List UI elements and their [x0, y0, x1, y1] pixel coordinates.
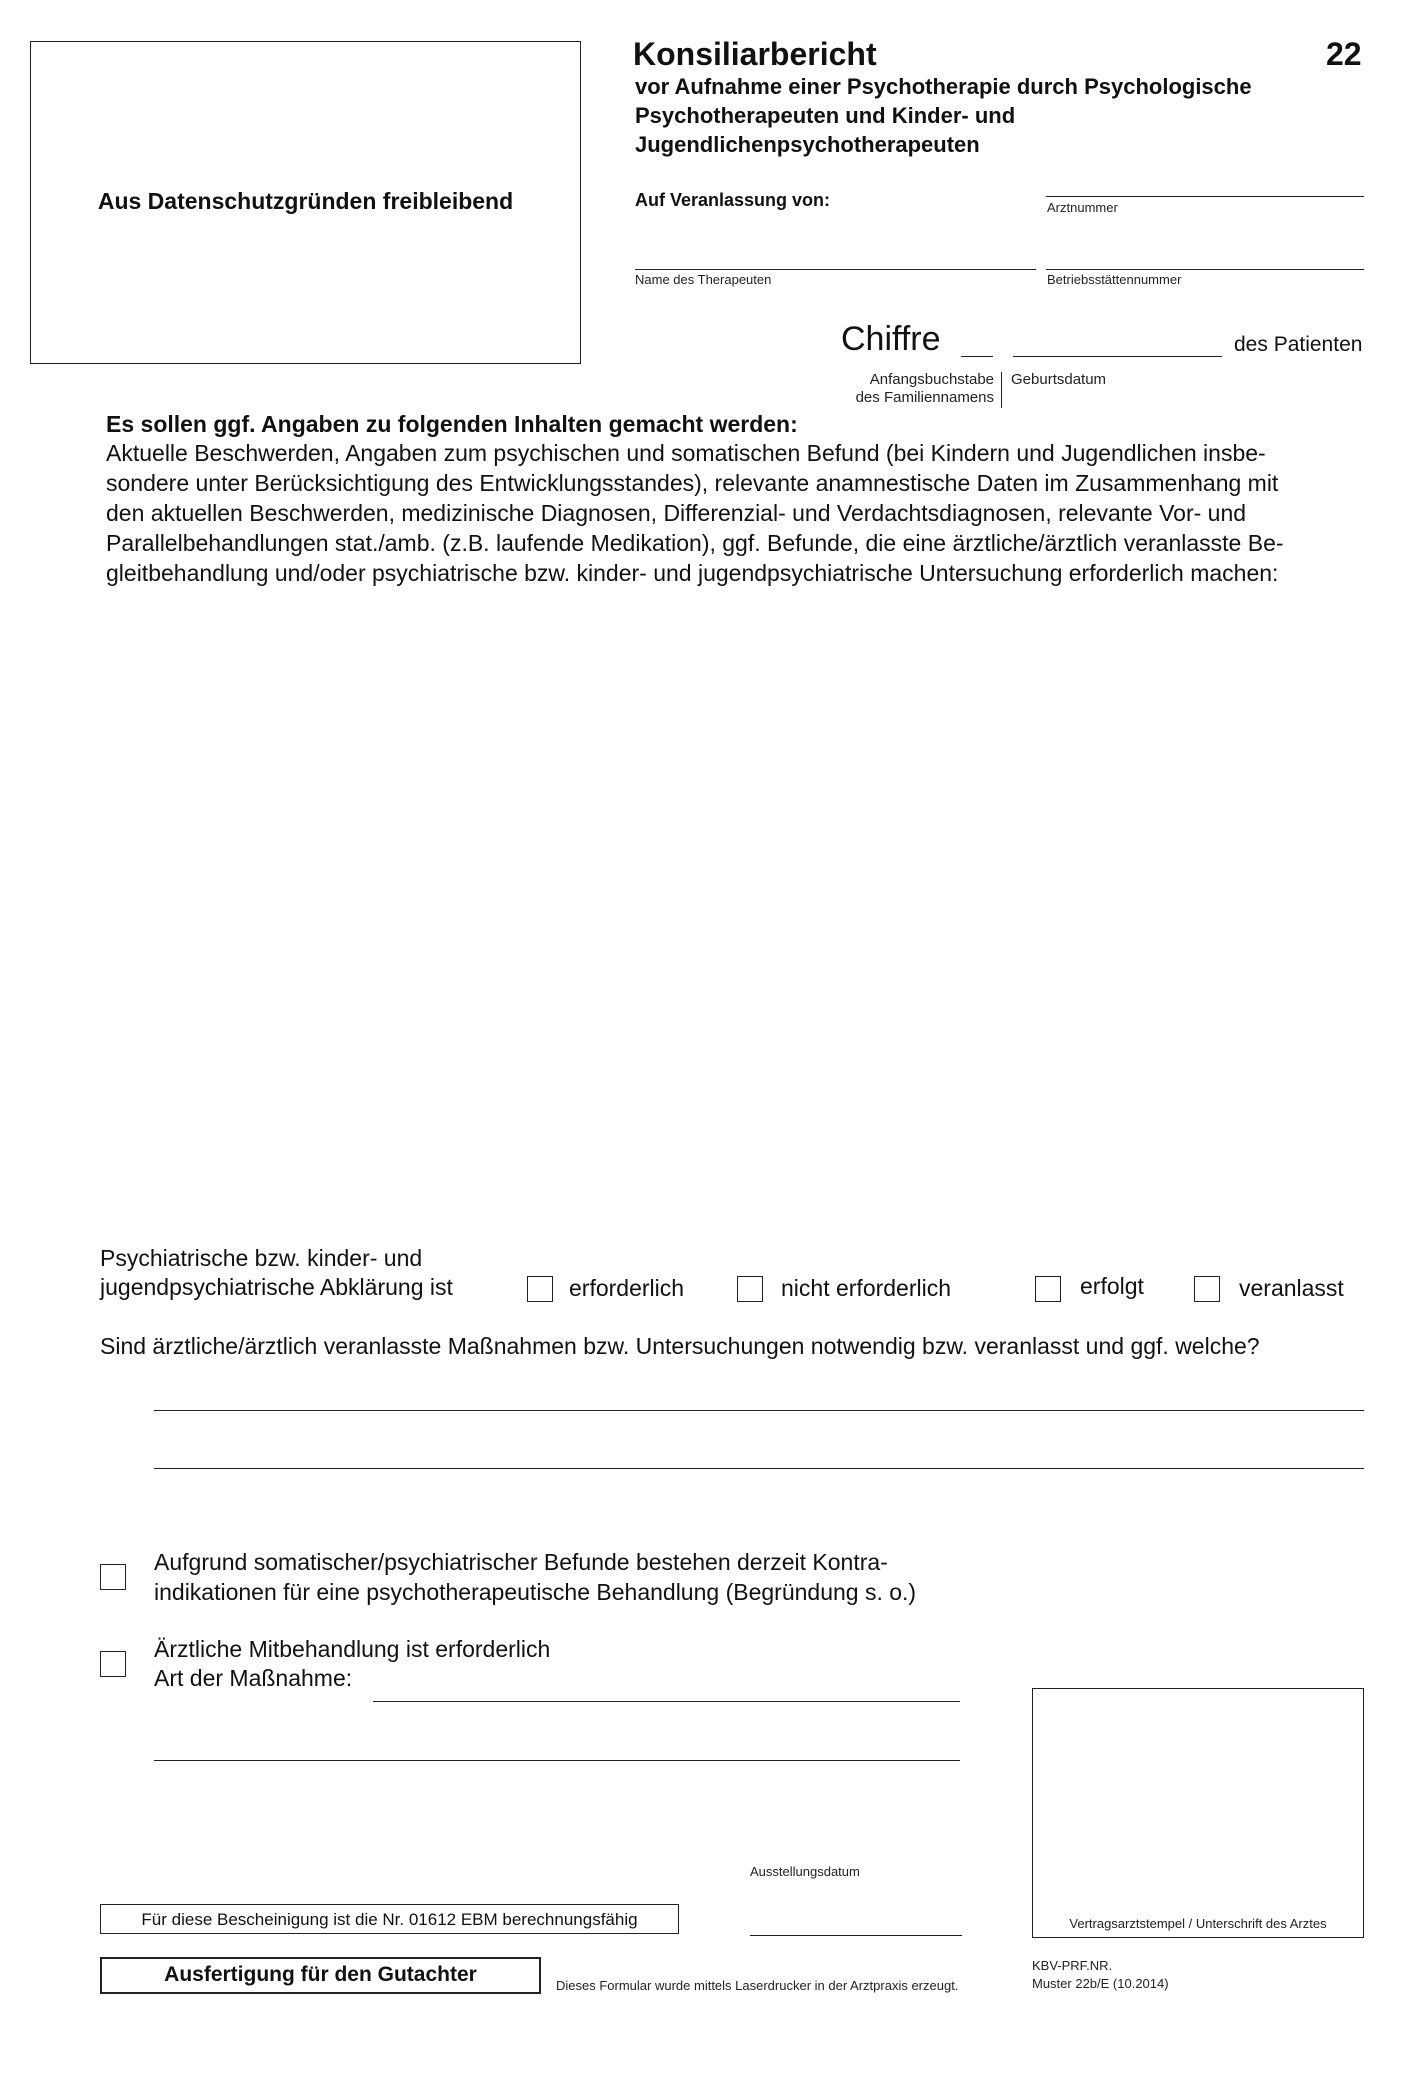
- measure-type-field-line2[interactable]: [154, 1760, 960, 1761]
- checkbox-nicht-erforderlich[interactable]: [737, 1276, 763, 1302]
- report-text-area[interactable]: [106, 600, 1364, 1240]
- instructions-heading: Es sollen ggf. Angaben zu folgenden Inhalten gemacht werden:: [106, 411, 798, 437]
- form-subtitle-line2: Psychotherapeuten und Kinder- und: [635, 103, 1016, 128]
- instructions-line: gleitbehandlung und/oder psychiatrische bzw. kinder- und jugendpsychiatrische Untersuchung erforderlich machen:: [106, 560, 1279, 586]
- chiffre-label: Chiffre: [841, 320, 941, 358]
- chiffre-divider: [1001, 372, 1002, 408]
- therapist-name-label: Name des Therapeuten: [635, 272, 772, 287]
- measure-type-field[interactable]: [373, 1701, 960, 1702]
- checkbox-erforderlich[interactable]: [527, 1276, 553, 1302]
- printer-note: Dieses Formular wurde mittels Laserdrucker in der Arztpraxis erzeugt.: [556, 1978, 959, 1993]
- option-erfolgt-label: erfolgt: [1080, 1273, 1144, 1299]
- cotreat-line1: Ärztliche Mitbehandlung ist erforderlich: [154, 1636, 551, 1662]
- option-erforderlich-label: erforderlich: [569, 1275, 685, 1301]
- instructions-line: den aktuellen Beschwerden, medizinische Diagnosen, Differenzial- und Verdachtsdiagnosen, relevante Vor- und: [106, 500, 1247, 526]
- measures-question: Sind ärztliche/ärztlich veranlasste Maßnahmen bzw. Untersuchungen notwendig bzw. veranlasst und ggf. welche?: [100, 1333, 1260, 1359]
- instructions-line: Parallelbehandlungen stat./amb. (z.B. laufende Medikation), ggf. Befunde, die eine ärztliche/ärztlich veranlasste Be-: [106, 530, 1284, 556]
- psych-label-line2: jugendpsychiatrische Abklärung ist: [100, 1274, 453, 1300]
- copy-label: Ausfertigung für den Gutachter: [164, 1963, 477, 1986]
- initial-label-line1: Anfangsbuchstabe: [869, 371, 994, 388]
- contra-line1: Aufgrund somatischer/psychiatrischer Befunde bestehen derzeit Kontra-: [154, 1549, 888, 1575]
- option-veranlasst-label: veranlasst: [1239, 1275, 1344, 1301]
- bsnr-label: Betriebsstättennummer: [1047, 272, 1182, 287]
- request-label: Auf Veranlassung von:: [635, 190, 831, 210]
- issue-date-field[interactable]: [750, 1935, 962, 1936]
- initial-label-line2: des Familiennamens: [855, 389, 994, 406]
- checkbox-contraindications[interactable]: [100, 1564, 126, 1590]
- form-version: Muster 22b/E (10.2014): [1032, 1976, 1169, 1991]
- privacy-box-label: Aus Datenschutzgründen freibleibend: [97, 188, 514, 214]
- form-subtitle-line1: vor Aufnahme einer Psychotherapie durch Psychologische: [635, 74, 1252, 99]
- birthdate-label: Geburtsdatum: [1011, 371, 1107, 388]
- checkbox-veranlasst[interactable]: [1194, 1276, 1220, 1302]
- chiffre-suffix: des Patienten: [1234, 333, 1363, 356]
- instructions-line: sondere unter Berücksichtigung des Entwicklungsstandes), relevante anamnestische Daten im Zusammenhang mit: [106, 470, 1279, 496]
- checkbox-erfolgt[interactable]: [1035, 1276, 1061, 1302]
- option-nicht-erforderlich-label: nicht erforderlich: [781, 1275, 952, 1301]
- issue-date-label: Ausstellungsdatum: [750, 1864, 860, 1879]
- arztnummer-label: Arztnummer: [1047, 200, 1118, 215]
- instructions-line: Aktuelle Beschwerden, Angaben zum psychischen und somatischen Befund (bei Kindern und Jugendlichen insbe-: [106, 440, 1266, 466]
- arztnummer-field[interactable]: [1046, 196, 1364, 197]
- form-number: 22: [1326, 36, 1362, 72]
- form-title: Konsiliarbericht: [633, 36, 877, 72]
- bsnr-field[interactable]: [1046, 269, 1364, 270]
- stamp-label: Vertragsarztstempel / Unterschrift des Arztes: [1069, 1916, 1327, 1931]
- chiffre-initial-field[interactable]: [961, 356, 993, 357]
- contra-line2: indikationen für eine psychotherapeutische Behandlung (Begründung s. o.): [154, 1579, 917, 1605]
- ebm-note: Für diese Bescheinigung ist die Nr. 01612 EBM berechnungsfähig: [141, 1910, 638, 1929]
- psych-label-line1: Psychiatrische bzw. kinder- und: [100, 1245, 423, 1271]
- cotreat-line2: Art der Maßnahme:: [154, 1665, 353, 1691]
- chiffre-birthdate-field[interactable]: [1013, 356, 1222, 357]
- measures-answer-line2[interactable]: [154, 1468, 1364, 1469]
- therapist-name-field[interactable]: [635, 269, 1036, 270]
- stamp-signature-box[interactable]: [1032, 1688, 1364, 1938]
- kbv-number: KBV-PRF.NR.: [1032, 1958, 1113, 1973]
- form-subtitle-line3: Jugendlichenpsychotherapeuten: [635, 132, 980, 157]
- checkbox-cotreatment[interactable]: [100, 1651, 126, 1677]
- measures-answer-line1[interactable]: [154, 1410, 1364, 1411]
